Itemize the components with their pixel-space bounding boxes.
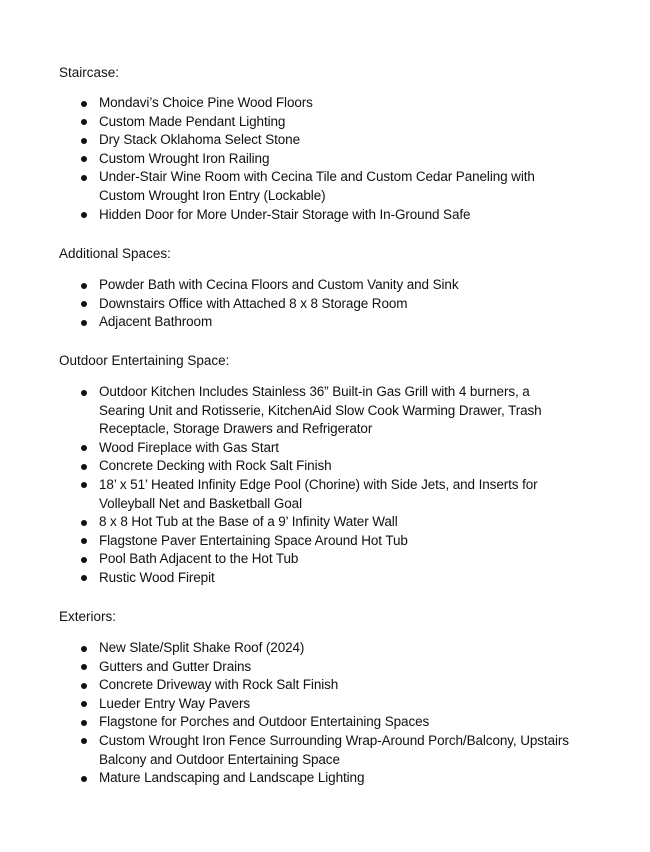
list-item-text: Concrete Decking with Rock Salt Finish [99, 458, 332, 474]
list-item-text: Flagstone for Porches and Outdoor Entertaining Spaces [99, 714, 430, 730]
list-item [99, 569, 609, 588]
list-item [99, 113, 609, 132]
list-item-text: Flagstone Paver Entertaining Space Around Hot Tub [99, 532, 408, 548]
list-item-text: Mature Landscaping and Landscape Lighting [99, 770, 365, 786]
list-item [99, 131, 609, 150]
list-item-text: Concrete Driveway with Rock Salt Finish [99, 677, 339, 693]
list-item [99, 550, 609, 569]
list-item [99, 276, 609, 295]
bullet-icon [81, 520, 87, 526]
list-item [99, 532, 609, 551]
list-item [99, 769, 609, 788]
bullet-icon [81, 175, 87, 181]
bullet-icon [81, 464, 87, 470]
list-item-text: Pool Bath Adjacent to the Hot Tub [99, 551, 299, 567]
bullet-icon [81, 575, 87, 581]
bullet-icon [81, 738, 87, 744]
bullet-icon [81, 776, 87, 782]
bullet-icon [81, 720, 87, 726]
list-item-text: Downstairs Office with Attached 8 x 8 Storage Room [99, 295, 408, 311]
section-staircase [59, 64, 619, 222]
list-item [99, 439, 609, 458]
list-item-text: Adjacent Bathroom [99, 314, 213, 330]
bullet-icon [81, 445, 87, 451]
bullet-icon [81, 538, 87, 544]
list-item [99, 168, 549, 205]
bullet-list [99, 383, 609, 588]
list-item [99, 676, 609, 695]
bullet-icon [81, 320, 87, 326]
bullet-icon [81, 646, 87, 652]
list-item [99, 295, 609, 314]
list-item-text: Hidden Door for More Under-Stair Storage with In-Ground Safe [99, 206, 471, 222]
bullet-icon [81, 683, 87, 689]
list-item [99, 94, 609, 113]
list-item-text: Custom Made Pendant Lighting [99, 113, 286, 129]
bullet-icon [81, 212, 87, 218]
bullet-icon [81, 283, 87, 289]
bullet-list [99, 639, 609, 788]
list-item [99, 639, 609, 658]
bullet-icon [81, 138, 87, 144]
section-outdoor-entertaining [59, 352, 619, 585]
list-item-text: Gutters and Gutter Drains [99, 658, 252, 674]
list-item [99, 513, 609, 532]
list-item [99, 476, 559, 513]
section-title: Exteriors: [59, 609, 117, 624]
list-item-text: Custom Wrought Iron Fence Surrounding Wrap-Around Porch/Balcony, Upstairs Balcony and Outdoor Entertaining Space [99, 732, 569, 767]
bullet-list [99, 276, 609, 332]
list-item-text: Custom Wrought Iron Railing [99, 150, 270, 166]
list-item-text: New Slate/Split Shake Roof (2024) [99, 640, 305, 655]
list-item-text: Wood Fireplace with Gas Start [99, 439, 279, 455]
list-item-text: 8 x 8 Hot Tub at the Base of a 9’ Infinity Water Wall [99, 514, 398, 530]
list-item [99, 658, 609, 677]
list-item-text: Under-Stair Wine Room with Cecina Tile and Custom Cedar Paneling with Custom Wrought Iron Entry (Lockable) [99, 169, 535, 203]
list-item [99, 457, 609, 476]
bullet-icon [81, 101, 87, 107]
bullet-icon [81, 482, 87, 488]
list-item-text: 18’ x 51’ Heated Infinity Edge Pool (Chorine) with Side Jets, and Inserts for Volleyball Net and Basketball Goal [99, 476, 538, 511]
list-item-text: Lueder Entry Way Pavers [99, 695, 251, 711]
list-item [99, 206, 609, 225]
list-item [99, 150, 609, 169]
list-item-text: Mondavi’s Choice Pine Wood Floors [99, 95, 313, 110]
list-item-text: Powder Bath with Cecina Floors and Custom Vanity and Sink [99, 277, 459, 292]
list-item-text: Dry Stack Oklahoma Select Stone [99, 132, 300, 148]
section-exteriors [59, 608, 619, 786]
bullet-icon [81, 119, 87, 125]
section-title: Outdoor Entertaining Space: [59, 353, 230, 368]
section-title: Additional Spaces: [59, 246, 171, 261]
list-item [99, 732, 589, 769]
section-title: Staircase: [59, 65, 120, 80]
list-item [99, 383, 549, 439]
list-item [99, 695, 609, 714]
bullet-icon [81, 557, 87, 563]
list-item-text: Outdoor Kitchen Includes Stainless 36” Built-in Gas Grill with 4 burners, a Searing Unit and Rotisserie, KitchenAid Slow Cook Warming Drawer, Trash Receptacle, Storage Drawers and Refrigerator [99, 384, 542, 437]
bullet-icon [81, 390, 87, 396]
bullet-icon [81, 701, 87, 707]
list-item-text: Rustic Wood Firepit [99, 569, 215, 585]
section-additional-spaces [59, 245, 619, 330]
bullet-icon [81, 156, 87, 162]
list-item [99, 313, 609, 332]
bullet-icon [81, 301, 87, 307]
list-item [99, 713, 609, 732]
bullet-list [99, 94, 609, 224]
bullet-icon [81, 664, 87, 670]
